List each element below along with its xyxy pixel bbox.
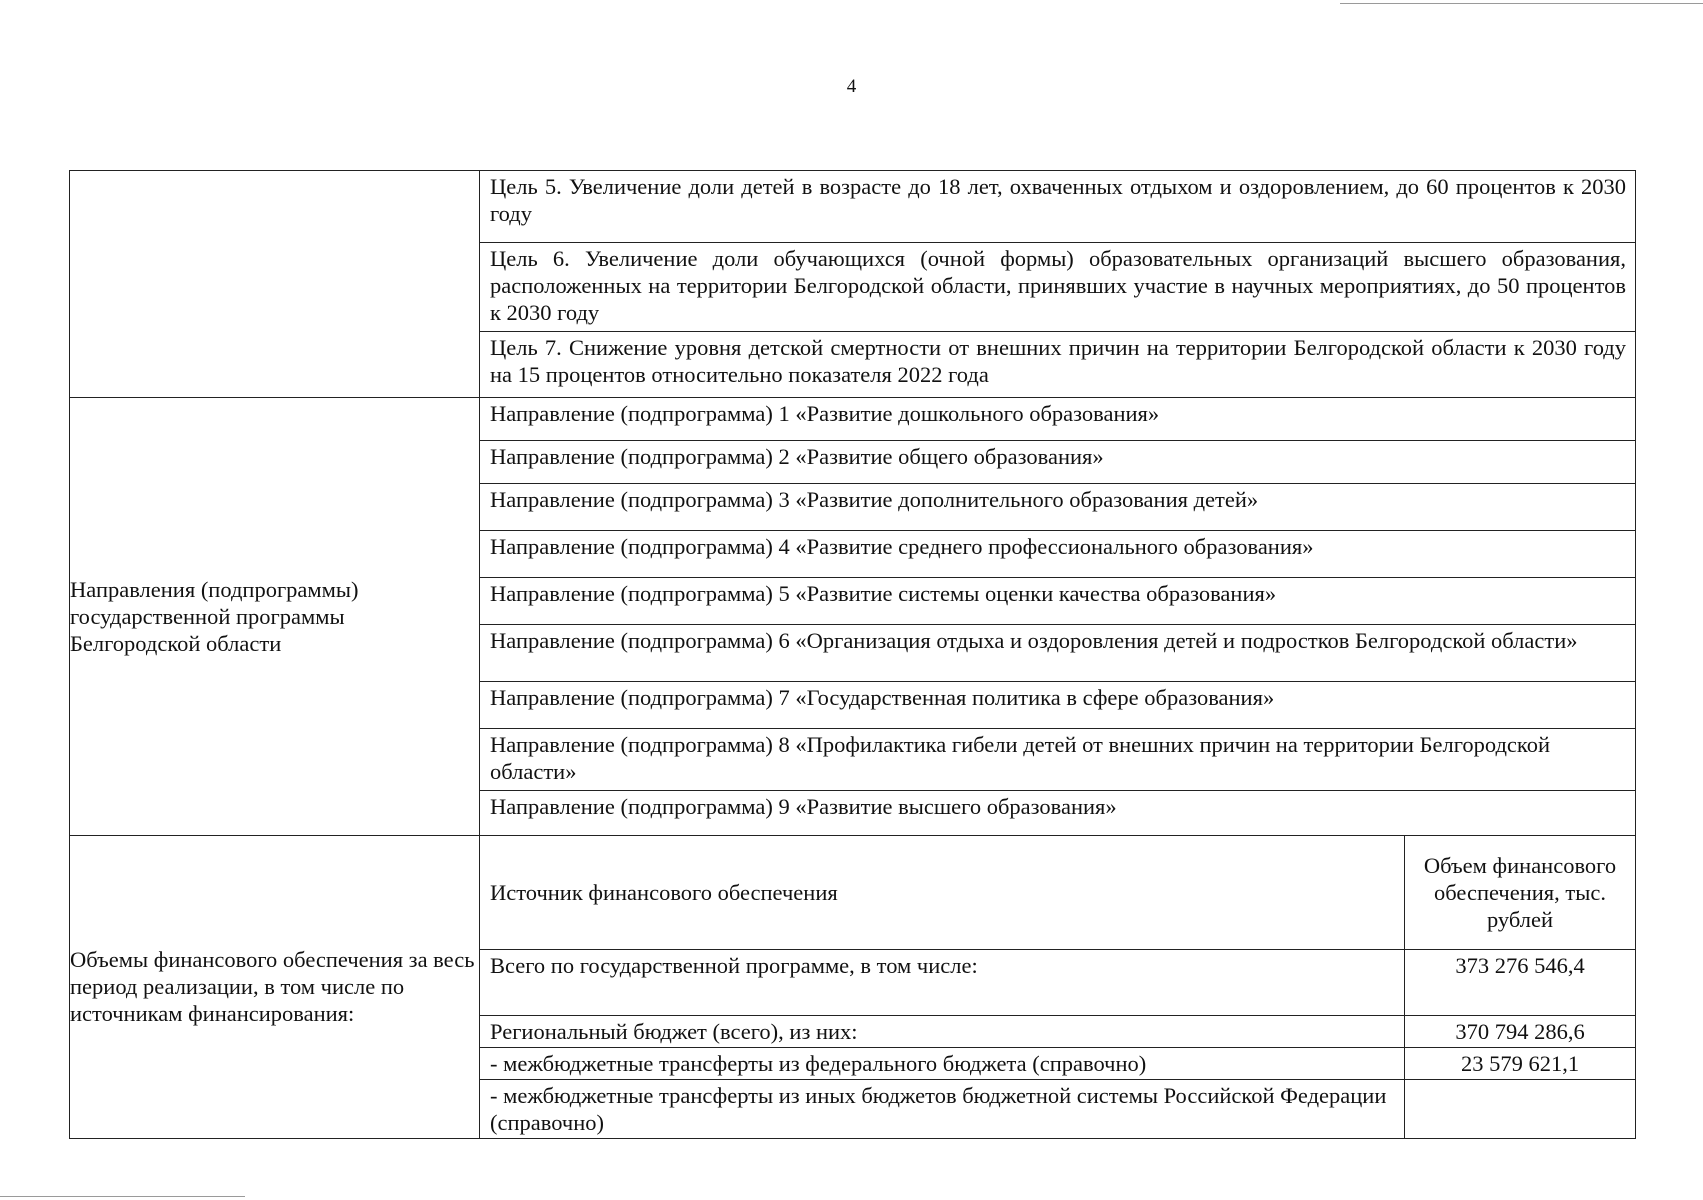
financing-source: Региональный бюджет (всего), из них: <box>490 1018 858 1044</box>
direction-text: Направление (подпрограмма) 6 «Организация отдыха и оздоровления детей и подростков Белгородской области» <box>490 628 1578 653</box>
financing-source-cell <box>480 1047 1405 1079</box>
direction-text: Направление (подпрограмма) 4 «Развитие среднего профессионального образования» <box>490 534 1314 559</box>
financing-row <box>70 836 1636 1139</box>
goal-row <box>70 171 1636 243</box>
goal-text: Цель 5. Увеличение доли детей в возрасте до 18 лет, охваченных отдыхом и оздоровлением, до 60 процентов к 2030 году <box>490 174 1626 226</box>
goal-cell <box>480 332 1636 398</box>
financing-source: Всего по государственной программе, в том числе: <box>490 952 978 978</box>
direction-text: Направление (подпрограмма) 9 «Развитие высшего образования» <box>490 794 1117 819</box>
direction-text: Направление (подпрограмма) 8 «Профилактика гибели детей от внешних причин на территории Белгородской области» <box>490 732 1550 784</box>
direction-cell <box>480 578 1636 625</box>
passport-table <box>69 170 1636 1139</box>
financing-value: 23 579 621,1 <box>1460 1050 1580 1076</box>
direction-cell <box>480 729 1636 791</box>
financing-label-cell <box>70 836 480 1139</box>
financing-value: 370 794 286,6 <box>1455 1018 1585 1044</box>
financing-header-row <box>480 836 1635 949</box>
financing-row-other <box>480 1079 1635 1138</box>
direction-text: Направление (подпрограмма) 2 «Развитие общего образования» <box>490 444 1104 469</box>
financing-table <box>480 836 1635 1138</box>
financing-value-cell <box>1405 1047 1636 1079</box>
financing-table-cell <box>480 836 1636 1139</box>
goal-text: Цель 6. Увеличение доли обучающихся (очной формы) образовательных организаций высшего образования, расположенных на территории Белгородской области, принявших участие в научных мероприятиях, до 50 процентов к 2030 году <box>490 246 1626 325</box>
goal-text: Цель 7. Снижение уровня детской смертности от внешних причин на территории Белгородской области к 2030 году на 15 процентов относительно показателя 2022 года <box>490 335 1626 387</box>
financing-header-source-cell <box>480 836 1405 949</box>
direction-cell <box>480 398 1636 441</box>
financing-value-cell <box>1405 1079 1636 1138</box>
directions-label: Направления (подпрограммы) государственной программы Белгородской области <box>70 577 359 656</box>
page-number: 4 <box>846 76 857 97</box>
financing-source: - межбюджетные трансферты из иных бюджетов бюджетной системы Российской Федерации (справочно) <box>490 1082 1387 1135</box>
financing-header-volume: Объем финансового обеспечения, тыс. рублей <box>1423 852 1617 932</box>
direction-cell <box>480 484 1636 531</box>
financing-header-volume-cell <box>1405 836 1636 949</box>
direction-text: Направление (подпрограмма) 7 «Государственная политика в сфере образования» <box>490 685 1275 710</box>
scan-edge-line-bottom <box>0 1196 245 1197</box>
directions-label-cell <box>70 398 480 836</box>
financing-source-cell <box>480 949 1405 1015</box>
direction-cell <box>480 682 1636 729</box>
direction-cell <box>480 441 1636 484</box>
direction-cell <box>480 791 1636 836</box>
financing-value-cell <box>1405 1015 1636 1047</box>
financing-source-cell <box>480 1015 1405 1047</box>
financing-source: - межбюджетные трансферты из федерального бюджета (справочно) <box>490 1050 1147 1076</box>
financing-value <box>1405 1080 1635 1084</box>
goals-label-cell <box>70 171 480 398</box>
financing-row-total <box>480 949 1635 1015</box>
financing-row-federal <box>480 1047 1635 1079</box>
financing-value: 373 276 546,4 <box>1455 952 1585 978</box>
goal-cell <box>480 243 1636 332</box>
scan-edge-line-top <box>1340 3 1703 4</box>
financing-value-cell <box>1405 949 1636 1015</box>
financing-label: Объемы финансового обеспечения за весь период реализации, в том числе по источникам финансирования: <box>70 947 475 1027</box>
goal-cell <box>480 171 1636 243</box>
financing-row-regional <box>480 1015 1635 1047</box>
direction-text: Направление (подпрограмма) 3 «Развитие дополнительного образования детей» <box>490 487 1259 512</box>
direction-cell <box>480 625 1636 682</box>
financing-source-cell <box>480 1079 1405 1138</box>
direction-cell <box>480 531 1636 578</box>
direction-text: Направление (подпрограмма) 1 «Развитие дошкольного образования» <box>490 401 1160 426</box>
financing-header-source: Источник финансового обеспечения <box>490 879 838 905</box>
direction-row <box>70 398 1636 441</box>
direction-text: Направление (подпрограмма) 5 «Развитие системы оценки качества образования» <box>490 581 1277 606</box>
